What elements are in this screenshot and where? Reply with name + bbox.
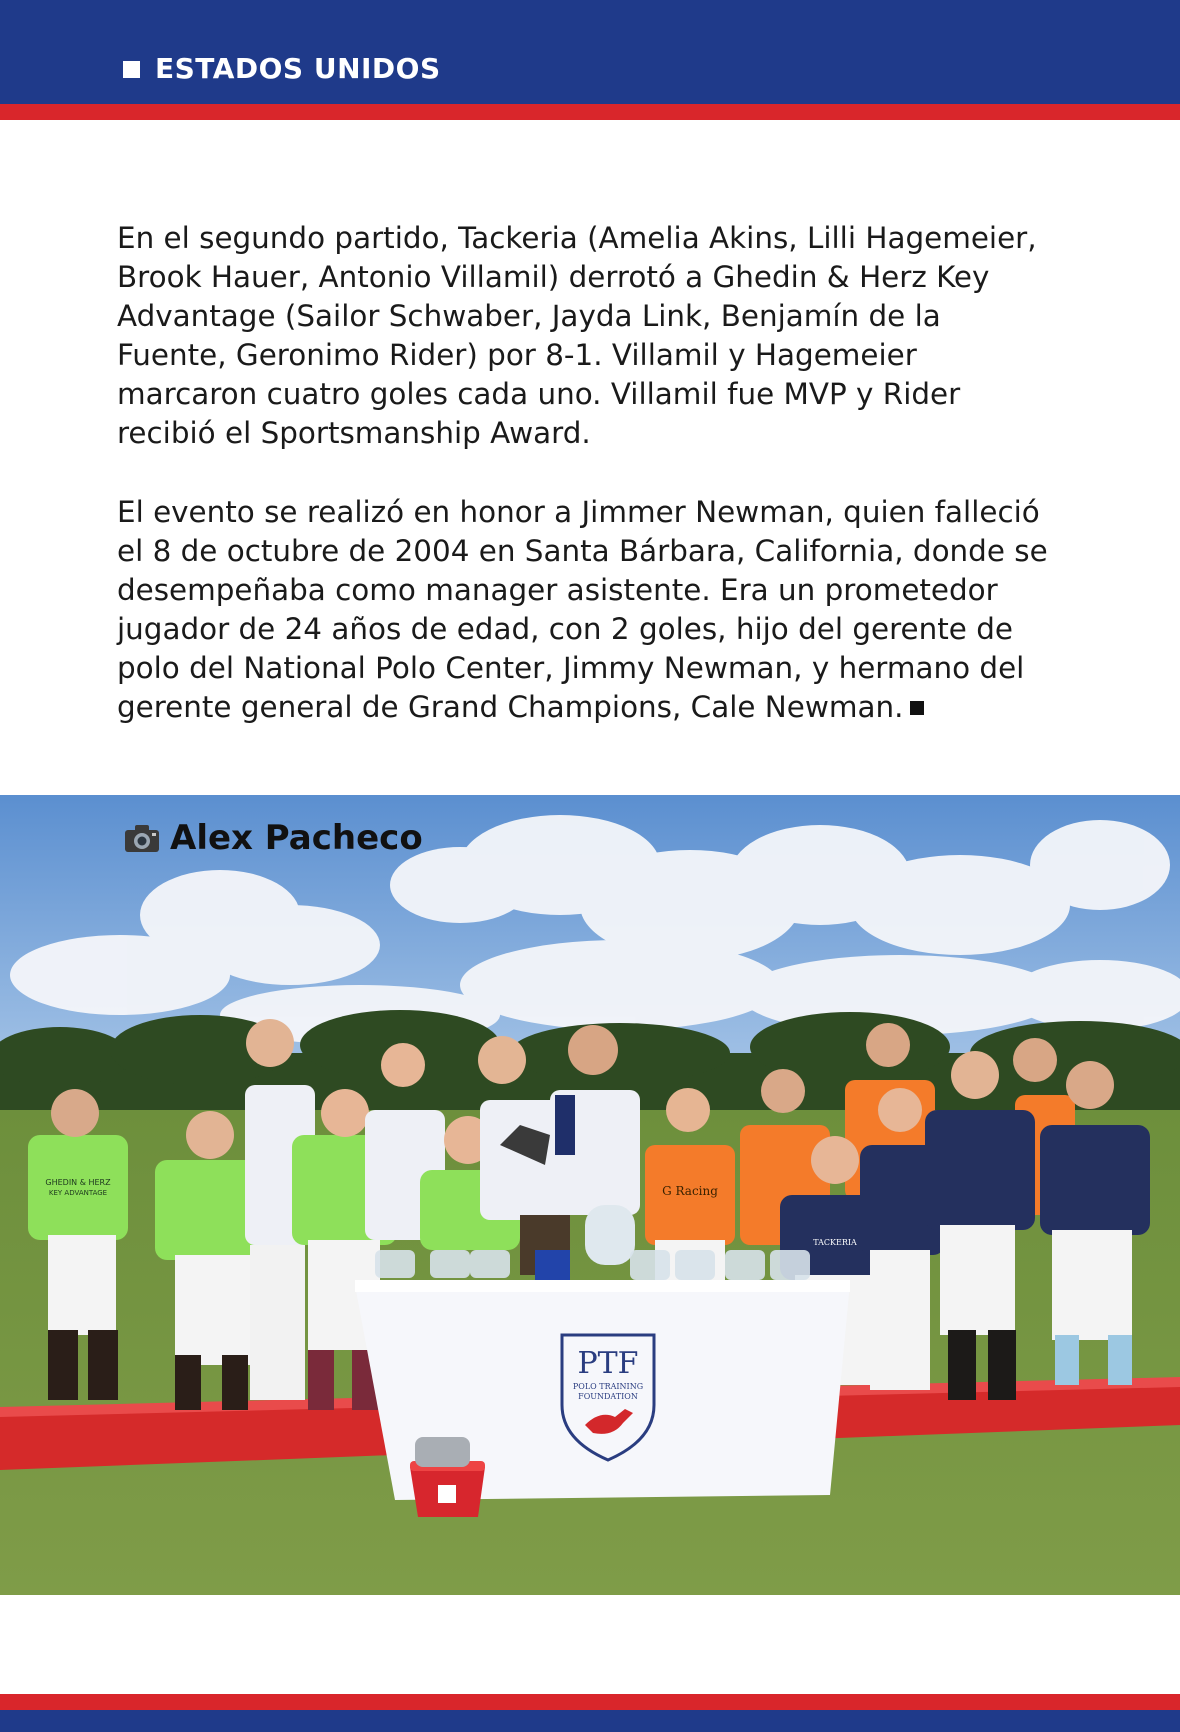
svg-text:KEY ADVANTAGE: KEY ADVANTAGE	[48, 1189, 108, 1197]
section-title: ESTADOS UNIDOS	[155, 52, 441, 85]
svg-text:G Racing: G Racing	[662, 1184, 718, 1198]
end-of-article-icon	[910, 701, 924, 715]
square-bullet-icon	[123, 61, 140, 78]
svg-text:TACKERIA: TACKERIA	[813, 1238, 857, 1247]
photo-credit-name: Alex Pacheco	[170, 818, 423, 858]
footer-bar	[0, 1710, 1180, 1732]
photo-credit	[124, 818, 423, 858]
svg-text:GHEDIN & HERZ: GHEDIN & HERZ	[45, 1178, 111, 1187]
svg-text:FOUNDATION: FOUNDATION	[578, 1392, 638, 1401]
team-photo	[0, 795, 1180, 1595]
article-body	[117, 219, 1077, 767]
article-paragraph: En el segundo partido, Tackeria (Amelia Akins, Lilli Hagemeier, Brook Hauer, Antonio Villamil) derrotó a Ghedin & Herz Key Advantage (Sailor Schwaber, Jayda Link, Benjamín de la Fuente, Geronimo Rider) por 8-1. Villamil y Hagemeier marcaron cuatro goles cada uno. Villamil fue MVP y Rider recibió el Sportsmanship Award.	[117, 221, 1037, 450]
camera-icon	[124, 823, 160, 853]
footer-stripe	[0, 1694, 1180, 1710]
article-paragraph	[117, 493, 1077, 727]
ptf-logo-text: PTF	[577, 1346, 639, 1381]
svg-text:POLO TRAINING: POLO TRAINING	[572, 1382, 644, 1391]
article-paragraph-text: El evento se realizó en honor a Jimmer Newman, quien falleció el 8 de octubre de 2004 en Santa Bárbara, California, donde se desempeñaba como manager asistente. Era un prometedor jugador de 24 años de edad, con 2 goles, hijo del gerente de polo del National Polo Center, Jimmy Newman, y hermano del gerente general de Grand Champions, Cale Newman.	[117, 495, 1048, 724]
header-stripe	[0, 104, 1180, 120]
